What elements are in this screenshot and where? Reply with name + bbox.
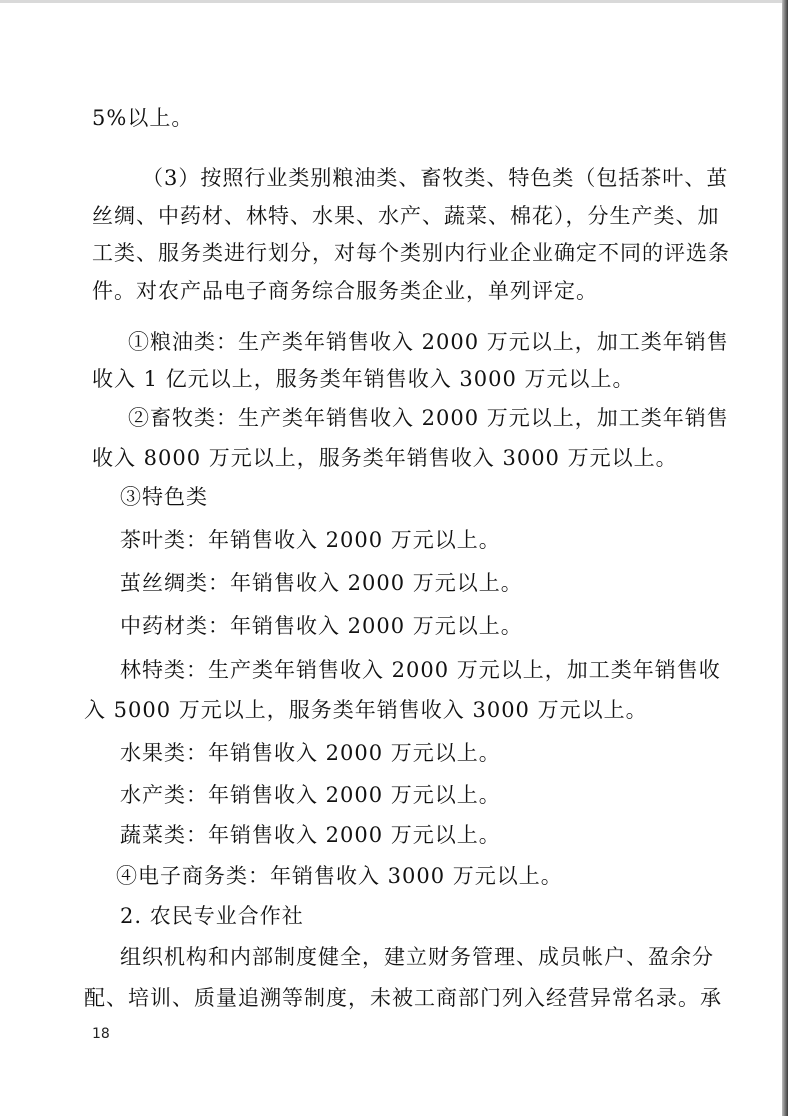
text-line-14: 林特类：生产类年销售收入 2000 万元以上，加工类年销售收 (120, 658, 721, 682)
text-line-12: 茧丝绸类：年销售收入 2000 万元以上。 (120, 571, 523, 595)
text-line-11: 茶叶类：年销售收入 2000 万元以上。 (120, 528, 501, 552)
text-line-13: 中药材类：年销售收入 2000 万元以上。 (120, 614, 523, 638)
page-number: 18 (92, 1026, 110, 1042)
section-heading: 2. 农民专业合作社 (120, 904, 304, 928)
text-line-16: 水果类：年销售收入 2000 万元以上。 (120, 741, 501, 765)
text-line-3: 丝绸、中药材、林特、水果、水产、蔬菜、棉花），分生产类、加 (92, 204, 720, 228)
text-line-21: 组织机构和内部制度健全，建立财务管理、成员帐户、盈余分 (120, 945, 714, 969)
text-line-9: 收入 8000 万元以上，服务类年销售收入 3000 万元以上。 (92, 446, 678, 470)
page-right-edge (782, 0, 788, 1116)
text-line-15: 入 5000 万元以上，服务类年销售收入 3000 万元以上。 (84, 698, 648, 722)
text-line-4: 工类、服务类进行划分，对每个类别内行业企业确定不同的评选条 (92, 241, 730, 265)
text-line-8: ②畜牧类：生产类年销售收入 2000 万元以上，加工类年销售 (128, 406, 729, 430)
text-line-2: （3）按照行业类别粮油类、畜牧类、特色类（包括茶叶、茧 (142, 166, 729, 190)
text-line-18: 蔬菜类：年销售收入 2000 万元以上。 (120, 823, 501, 847)
text-line-10: ③特色类 (120, 485, 208, 509)
text-line-6: ①粮油类：生产类年销售收入 2000 万元以上，加工类年销售 (128, 330, 729, 354)
text-line-19: ④电子商务类：年销售收入 3000 万元以上。 (116, 864, 563, 888)
text-line-1: 5%以上。 (92, 106, 194, 130)
text-line-7: 收入 1 亿元以上，服务类年销售收入 3000 万元以上。 (92, 367, 635, 391)
text-line-5: 件。对农产品电子商务综合服务类企业，单列评定。 (92, 279, 598, 303)
page-top-edge (0, 0, 788, 3)
text-line-22: 配、培训、质量追溯等制度，未被工商部门列入经营异常名录。承 (84, 986, 722, 1010)
text-line-17: 水产类：年销售收入 2000 万元以上。 (120, 783, 501, 807)
